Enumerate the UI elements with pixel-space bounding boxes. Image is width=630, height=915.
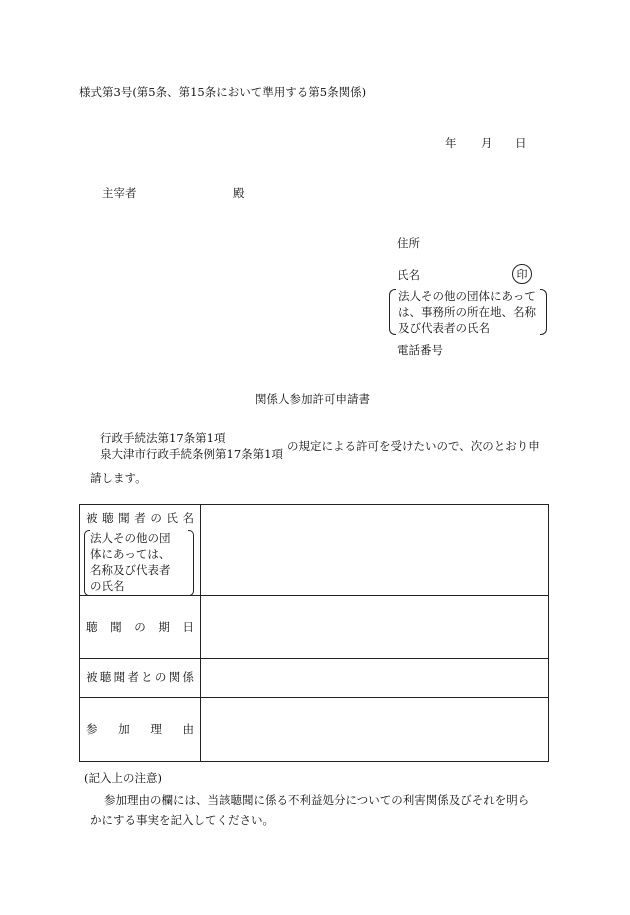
row2-value-field[interactable] [201, 596, 548, 658]
name-label: 氏名 [397, 268, 420, 282]
row-participation-reason-label: 参 加 理 由 [86, 722, 194, 736]
row-hearing-date-label: 聴 聞 の 期 日 [86, 620, 194, 634]
phone-label: 電話番号 [397, 343, 443, 357]
row1-label: 被 聴 聞 者 の 氏 名 [86, 511, 194, 525]
body-continuation: の規定による許可を受けたいので、次のとおり申 [287, 439, 540, 453]
row-applicant-name-label [80, 510, 200, 595]
form-number: 様式第3号(第5条、第15条において準用する第5条関係) [79, 85, 367, 99]
row3-value-field[interactable] [201, 659, 548, 697]
day-label: 日 [515, 136, 527, 150]
notes-line-1: 参加理由の欄には、当該聴聞に係る不利益処分についての利害関係及びそれを明ら [104, 793, 530, 807]
row1-note-line: 名称及び代表者 [90, 563, 171, 577]
seal-mark: 印 [512, 264, 532, 284]
row1-value-field[interactable] [201, 505, 548, 595]
row1-note-line: の氏名 [90, 579, 125, 593]
year-label: 年 [445, 136, 457, 150]
applicant-note-line: 法人その他の団体にあって [398, 289, 536, 303]
month-label: 月 [481, 136, 493, 150]
row1-note-line: 法人その他の団 [90, 531, 171, 545]
notes-heading: (記入上の注意) [84, 771, 162, 785]
address-label: 住所 [397, 236, 420, 250]
addressee-honorific: 殿 [233, 186, 245, 200]
application-table [79, 504, 549, 762]
row1-note-line: 体にあっては、 [90, 547, 171, 561]
document-title: 関係人参加許可申請書 [255, 392, 370, 406]
law-line-2: 泉大津市行政手続条例第17条第1項 [100, 447, 283, 461]
applicant-note-line: は、事務所の所在地、名称 [398, 305, 536, 319]
addressee-title: 主宰者 [102, 186, 137, 200]
applicant-note-bracket [389, 289, 547, 333]
row-relationship-label: 被 聴 聞 者 と の 関 係 [86, 670, 194, 684]
law-line-1: 行政手続法第17条第1項 [100, 431, 226, 445]
notes-line-2: かにする事実を記入してください。 [90, 813, 274, 827]
body-continuation-2: 請します。 [90, 471, 147, 485]
applicant-note-line: 及び代表者の氏名 [398, 321, 490, 335]
row1-note-bracket [84, 530, 194, 594]
row4-value-field[interactable] [201, 698, 548, 762]
